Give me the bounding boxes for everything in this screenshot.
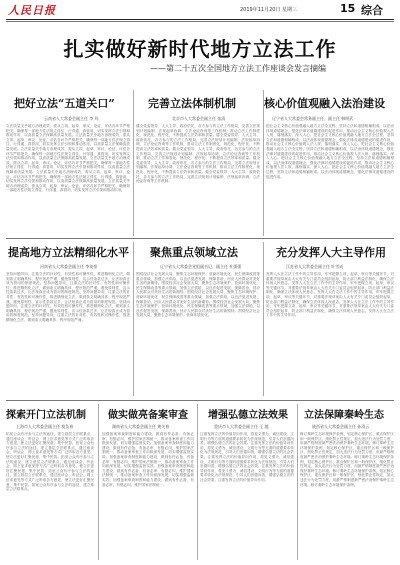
column-divider [197,404,198,560]
article-author-2: 北京市人大常委会副主任 张清 [172,116,226,121]
article-author-6: 江苏省人大常委会副主任 叶雪成 [286,264,344,269]
article-title-10: 立法保障秦岭生态 [304,410,384,421]
article-body-8: 加强备案审查制度和能力建设，做到有件必备、有备必审、有错必纠，维护国家法制统一，推动备案审查工作向纵深发展，切实增强监督实效。加强备案审查制度和能力建设，做到有件必备、有备必审、有错必纠，维护国家法制统一，推动备案审查工作向纵深发展，切实增强监督实效。加强备案审查制度和能力建设，做到有件必备、有备必审、有错必纠，维护国家法制统一，推动备案审查工作向纵深发展，切实增强监督实效。加强备案审查制度和能力建设，做到有件必备、有备必审、有错必纠，维护国家法制统一，推动备案审查工作向纵深发展，切实增强监督实效。加强备案审查制度和能力建设，做到有件必备、有备必审、有错必纠，维护国家法制统一。 [102,432,194,487]
row-divider-2 [6,400,394,401]
article-title-6: 充分发挥人大主导作用 [276,246,386,259]
column-divider [98,404,99,560]
article-title-8: 做实做亮备案审查 [108,410,188,421]
newspaper-logo: 人民日报 [8,4,56,17]
article-body-7: 拓宽公众有序参与立法的途径，建立基层立法联系点，通过座谈会、听证会、网上征求意见等方式广泛听取各方意见，使立法更好汇聚民意、集中民智。拓宽公众有序参与立法的途径，建立基层立法联系点，通过座谈会、听证会、网上征求意见等方式广泛听取各方意见，使立法更好汇聚民意、集中民智。拓宽公众有序参与立法的途径，建立基层立法联系点，通过座谈会、听证会、网上征求意见等方式广泛听取各方意见，使立法更好汇聚民意、集中民智。拓宽公众有序参与立法的途径，建立基层立法联系点，通过座谈会、听证会、网上征求意见等方式广泛听取各方意见，使立法更好汇聚民意、集中民智。拓宽公众有序参与立法的途径，建立基层立法联系点。 [6,432,94,492]
article-title-3: 核心价值观融入法治建设 [264,97,385,110]
article-body-9: 注重发挥立法的价值导向作用，将见义勇为、诚信建设、文明行为等方面的道德要求转化为法规规范，引导人们崇德向善，增强弘德立法的社会效果。注重发挥立法的价值导向作用，将见义勇为、诚信建设、文明行为等方面的道德要求转化为法规规范，引导人们崇德向善，增强弘德立法的社会效果。注重发挥立法的价值导向作用，将见义勇为、诚信建设、文明行为等方面的道德要求转化为法规规范，引导人们崇德向善，增强弘德立法的社会效果。注重发挥立法的价值导向作用，将见义勇为、诚信建设、文明行为等方面的道德要求转化为法规规范，引导人们崇德向善，增强弘德立法的社会效果。注重发挥立法的价值导向作用。 [200,432,294,482]
article-author-8: 湖南省人大常委会副主任 黄关春 [112,424,170,429]
article-title-4: 提高地方立法精细化水平 [8,246,129,259]
masthead [0,0,400,20]
article-author-4: 河南省人大常委会副主任 李英豪 [40,264,98,269]
article-author-5: 辽宁省人大常委会党组副书记、副主任 杜强强 [160,264,242,269]
article-title-5: 聚焦重点领域立法 [150,246,238,259]
column-divider [263,90,264,236]
article-author-3: 辽宁省人大常委会常务副主任、副主任 韩明武 [272,116,354,121]
article-author-10: 陕西省人大常委会副主任 孙清云 [312,424,370,429]
column-divider [133,242,134,396]
article-body-5: 围绕经济社会发展大局，聚焦生态环境保护、营商环境优化、民生保障改善等重点领域，加强立法供给，以良法促进发展、保障善治，回应人民群众对美好生活的新期待。围绕经济社会发展大局，聚焦生态环境保护、营商环境优化、民生保障改善等重点领域，加强立法供给，以良法促进发展、保障善治，回应人民群众对美好生活的新期待。围绕经济社会发展大局，聚焦生态环境保护、营商环境优化、民生保障改善等重点领域，加强立法供给，以良法促进发展、保障善治，回应人民群众对美好生活的新期待。围绕经济社会发展大局，聚焦生态环境保护、营商环境优化、民生保障改善等重点领域，加强立法供给，以良法促进发展、保障善治，回应人民群众对美好生活的新期待。围绕经济社会发展大局，聚焦生态环境保护、营商环境优化。 [136,272,260,318]
row-divider-1 [6,238,394,239]
article-body-4: 坚持问题导向，注重立法的针对性、有效性和可操作性，推进精细化立法，做到条文明确具体、程序规范严谨，避免原则性、宣示性条款过多，让法规真正成为管用的制度规范。坚持问题导向，注重立法的针对性、有效性和可操作性，推进精细化立法，做到条文明确具体、程序规范严谨，避免原则性、宣示性条款过多，让法规真正成为管用的制度规范。坚持问题导向，注重立法的针对性、有效性和可操作性，推进精细化立法，做到条文明确具体、程序规范严谨，避免原则性、宣示性条款过多，让法规真正成为管用的制度规范。坚持问题导向，注重立法的针对性、有效性和可操作性，推进精细化立法，做到条文明确具体、程序规范严谨，避免原则性、宣示性条款过多，让法规真正成为管用的制度规范。坚持问题导向，注重立法的针对性、有效性和可操作性，推进精细化立法，做到条文明确具体、程序规范严谨。 [6,272,130,322]
article-author-1: 云南省人大常委会副主任 李 玛 [44,116,99,121]
article-author-9: 重庆市人大常委会副主任 王 越 [214,424,269,429]
page-subtitle: ——第二十五次全国地方立法工作座谈会发言摘编 [150,64,326,73]
article-author-7: 上海市人大常委会副主任 莫负春 [16,424,74,429]
page-number: 15 [340,2,356,15]
section-name: 综合 [361,4,383,17]
column-divider [133,90,134,236]
masthead-divider [6,19,394,20]
article-body-10: 修订秦岭生态环境保护条例，划定核心保护区、重点保护区和一般保护区，细化禁止性规定，加大违法行为处罚力度，用最严格制度最严密法治保护秦岭生态环境。修订秦岭生态环境保护条例，划定核心保护区、重点保护区和一般保护区，细化禁止性规定，加大违法行为处罚力度，用最严格制度最严密法治保护秦岭生态环境。修订秦岭生态环境保护条例，划定核心保护区、重点保护区和一般保护区，细化禁止性规定，加大违法行为处罚力度，用最严格制度最严密法治保护秦岭生态环境。修订秦岭生态环境保护条例，划定核心保护区、重点保护区和一般保护区，细化禁止性规定，加大违法行为处罚力度，用最严格制度最严密法治保护秦岭生态环境。修订秦岭生态环境保护条例。 [300,432,394,487]
article-body-1: 立法质量关乎地方治理成效，需从立项、起草、审议、论证、评估各环节严格把关，确保每一部地方性法规立得住、行得通、真管用，切实发挥立法引领和推动作用，以高质量立法保障高质量发展。立法质量关乎地方治理成效，需从立项、起草、审议、论证、评估各环节严格把关，确保每一部地方性法规立得住、行得通、真管用，切实发挥立法引领和推动作用，以高质量立法保障高质量发展。立法质量关乎地方治理成效，需从立项、起草、审议、论证、评估各环节严格把关，确保每一部地方性法规立得住、行得通、真管用，切实发挥立法引领和推动作用，以高质量立法保障高质量发展。立法质量关乎地方治理成效，需从立项、起草、审议、论证、评估各环节严格把关，确保每一部地方性法规立得住、行得通、真管用，切实发挥立法引领和推动作用，以高质量立法保障高质量发展。立法质量关乎地方治理成效，需从立项、起草、审议、论证、评估各环节严格把关，确保每一部地方性法规立得住、行得通、真管用，切实发挥立法引领和推动作用，以高质量立法保障高质量发展。立法质量关乎地方治理成效，需从立项、起草、审议、论证、评估各环节严格把关，确保每一部地方性法规立得住、行得通、真管用，切实发挥立法引领和推动作用。 [6,124,130,193]
issue-date: 2019年11月20日 星期三 [240,7,298,13]
article-title-2: 完善立法体制机制 [148,97,236,110]
article-body-6: 发挥人大在立法工作中的主导作用，牢牢把握立项、起草、审议等关键环节，对重要法规草案由人大有关专门委员会组织起草，防止部门利益法制化，确保立法体现人民意志。发挥人大在立法工作中的主导作用，牢牢把握立项、起草、审议等关键环节，对重要法规草案由人大有关专门委员会组织起草，防止部门利益法制化，确保立法体现人民意志。发挥人大在立法工作中的主导作用，牢牢把握立项、起草、审议等关键环节，对重要法规草案由人大有关专门委员会组织起草，防止部门利益法制化，确保立法体现人民意志。发挥人大在立法工作中的主导作用，牢牢把握立项、起草、审议等关键环节，对重要法规草案由人大有关专门委员会组织起草，防止部门利益法制化，确保立法体现人民意志。发挥人大在立法工作中的主导作用。 [266,272,394,318]
page-headline: 扎实做好新时代地方立法工作 [63,37,337,61]
article-title-1: 把好立法“五道关口” [14,97,115,110]
masthead-divider-thin [6,21,394,22]
column-divider [297,404,298,560]
article-body-2: 健全党委领导、人大主导、政府依托、各方参与的立法工作格局，完善立法规划计划编制、法规起草协调、立法论证咨询等工作机制，推动立法工作制度化、规范化、程序化，不断提高立法效率和质量。健全党委领导、人大主导、政府依托、各方参与的立法工作格局，完善立法规划计划编制、法规起草协调、立法论证咨询等工作机制，推动立法工作制度化、规范化、程序化，不断提高立法效率和质量。健全党委领导、人大主导、政府依托、各方参与的立法工作格局，完善立法规划计划编制、法规起草协调、立法论证咨询等工作机制，推动立法工作制度化、规范化、程序化，不断提高立法效率和质量。健全党委领导、人大主导、政府依托、各方参与的立法工作格局，完善立法规划计划编制、法规起草协调、立法论证咨询等工作机制，推动立法工作制度化、规范化、程序化，不断提高立法效率和质量。健全党委领导、人大主导、政府依托、各方参与的立法工作格局，完善立法规划计划编制、法规起草协调、立法论证咨询等工作机制。 [136,124,260,184]
article-body-3: 把社会主义核心价值观融入地方立法全过程，坚持立法和道德相辅相成，以法治体现道德理念，强化法律对道德建设的促进作用，推动社会主义核心价值观入法入规、落细落实、深入人心。把社会主义核心价值观融入地方立法全过程，坚持立法和道德相辅相成，以法治体现道德理念，强化法律对道德建设的促进作用，推动社会主义核心价值观入法入规、落细落实、深入人心。把社会主义核心价值观融入地方立法全过程，坚持立法和道德相辅相成，以法治体现道德理念，强化法律对道德建设的促进作用，推动社会主义核心价值观入法入规、落细落实、深入人心。把社会主义核心价值观融入地方立法全过程，坚持立法和道德相辅相成，以法治体现道德理念，强化法律对道德建设的促进作用，推动社会主义核心价值观入法入规、落细落实、深入人心。把社会主义核心价值观融入地方立法全过程，坚持立法和道德相辅相成，以法治体现道德理念，强化法律对道德建设的促进作用。 [266,124,394,179]
column-divider [263,242,264,396]
article-title-7: 探索开门立法机制 [6,410,86,421]
article-title-9: 增强弘德立法效果 [208,410,288,421]
